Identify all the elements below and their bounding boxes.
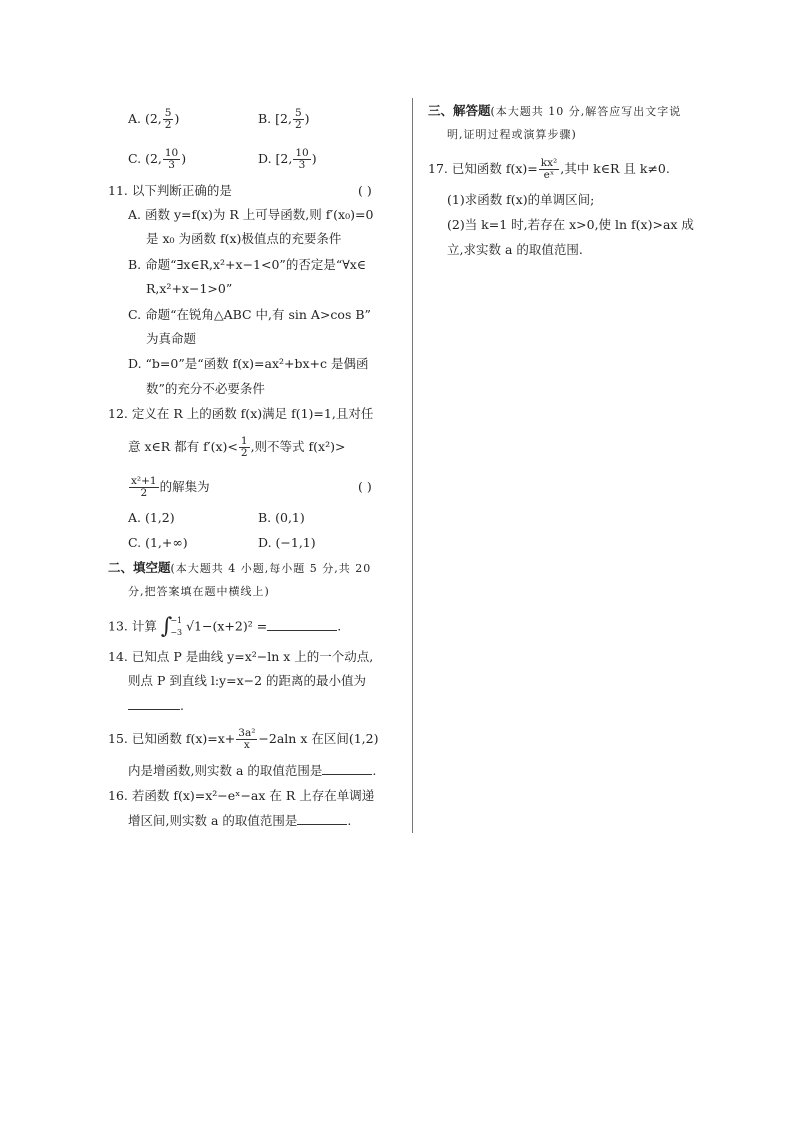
q14-line2: 则点 P 到直线 l:y=x−2 的距离的最小值为 xyxy=(128,673,367,688)
q15-line2: 内是增函数,则实数 a 的取值范围是 . xyxy=(128,763,377,778)
q11-option-b-line1: B. 命题“∃x∈R,x²+x−1<0”的否定是“∀x∈ xyxy=(128,257,367,272)
section3-desc2: 明,证明过程或演算步骤) xyxy=(447,128,577,141)
section2-header xyxy=(108,559,371,578)
q11-option-d-line1: D. “b=0”是“函数 f(x)=ax²+bx+c 是偶函 xyxy=(128,356,369,371)
q12-option-a: A. (1,2) xyxy=(128,510,175,525)
q17-part1: (1)求函数 f(x)的单调区间; xyxy=(447,192,595,207)
q14-answer-blank[interactable] xyxy=(128,697,180,710)
section3-header xyxy=(428,102,681,121)
q15-line1: 15. 已知函数 f(x)=x+ $\frac{\text{3a²}}{x}$ −2aln x 在区间(1,2) xyxy=(108,727,379,751)
q14-line3: . xyxy=(128,697,184,715)
section2-desc1: (本大题共 4 小题,每小题 5 分,共 20 xyxy=(170,562,372,575)
q13-answer-blank[interactable] xyxy=(267,618,337,631)
q11-option-a-line2: 是 x₀ 为函数 f(x)极值点的充要条件 xyxy=(146,231,342,246)
q12-option-d: D. (−1,1) xyxy=(258,535,316,550)
q17-part2-line1: (2)当 k=1 时,若存在 x>0,使 ln f(x)>ax 成 xyxy=(447,217,694,232)
q12-line2: 意 x∈R 都有 f′(x)< $\frac{1}{2}$ ,则不等式 f(x²)> xyxy=(128,435,346,459)
section3-desc1: (本大题共 10 分,解答应写出文字说 xyxy=(490,105,682,118)
q16-line1: 16. 若函数 f(x)=x²−eˣ−ax 在 R 上存在单调递 xyxy=(108,788,375,803)
q12-option-b: B. (0,1) xyxy=(258,510,305,525)
section2-desc2: 分,把答案填在题中横线上) xyxy=(128,585,270,598)
q11-option-a-line1: A. 函数 y=f(x)为 R 上可导函数,则 f′(x₀)=0 xyxy=(128,207,374,222)
q10-option-a: A. (2, $\frac{5}{2}$ ) xyxy=(128,107,180,131)
q12-answer-paren: ( ) xyxy=(358,479,372,494)
section3-title: 三、解答题 xyxy=(428,103,491,118)
q11-option-c-line1: C. 命题“在锐角△ABC 中,有 sin A>cos B” xyxy=(128,307,371,322)
q11-option-b-line2: R,x²+x−1>0” xyxy=(146,281,233,296)
q11-answer-paren: ( ) xyxy=(358,183,372,198)
q17-line1: 17. 已知函数 f(x)= $\frac{\text{kx²}}{\text{eˣ}}$ ,其中 k∈R 且 k≠0. xyxy=(428,157,670,181)
q16-line2: 增区间,则实数 a 的取值范围是 . xyxy=(128,813,352,828)
column-divider xyxy=(412,98,413,833)
q10-option-b: B. [2, $\frac{5}{2}$ ) xyxy=(258,107,310,131)
q12-option-c: C. (1,+∞) xyxy=(128,535,188,550)
q17-part2-line2: 立,求实数 a 的取值范围. xyxy=(447,242,583,257)
q12-line3: $\frac{\text{x²+1}}{2}$ 的解集为 xyxy=(131,475,210,499)
q11-stem: 11. 以下判断正确的是 xyxy=(108,183,232,198)
q12-line1: 12. 定义在 R 上的函数 f(x)满足 f(1)=1,且对任 xyxy=(108,406,374,421)
q16-answer-blank[interactable] xyxy=(297,812,347,825)
q11-option-c-line2: 为真命题 xyxy=(146,331,197,346)
section2-title: 二、填空题 xyxy=(108,560,171,575)
q14-line1: 14. 已知点 P 是曲线 y=x²−ln x 上的一个动点, xyxy=(108,649,374,664)
q11-option-d-line2: 数”的充分不必要条件 xyxy=(146,381,265,396)
integral-limits: −1 −3 xyxy=(170,616,183,637)
q10-option-d: D. [2, $\frac{10}{3}$ ) xyxy=(258,147,317,171)
q10-option-c: C. (2, $\frac{10}{3}$ ) xyxy=(128,147,187,171)
q13-line: 13. 计算 ∫ −1 −3 √1−(x+2)² = . xyxy=(108,614,342,639)
integral-sign: ∫ xyxy=(160,614,173,639)
q15-answer-blank[interactable] xyxy=(322,762,372,775)
